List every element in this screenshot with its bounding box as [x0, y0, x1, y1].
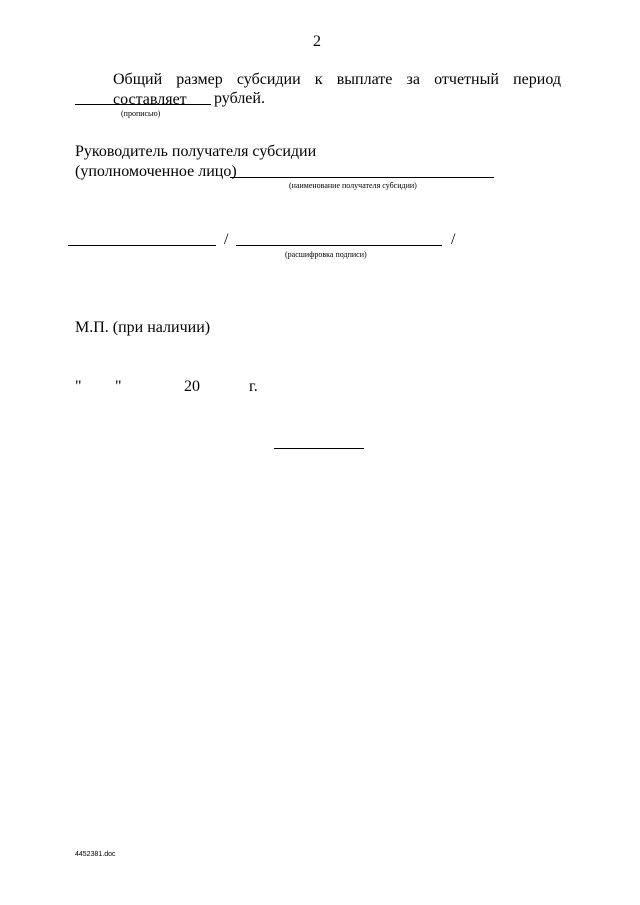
stamp-label: М.П. (при наличии): [75, 319, 211, 336]
head-title: Руководитель получателя субсидии: [75, 143, 317, 160]
signature-caption: (расшифровка подписи): [285, 250, 367, 259]
signature-decoding-line: [236, 245, 442, 246]
recipient-name-line: [230, 177, 494, 178]
subsidy-text: Общий размер субсидии к выплате за отчетный период составляет: [113, 71, 561, 108]
signature-slash-2: /: [451, 231, 456, 248]
date-quote-close: ": [115, 378, 122, 395]
signature-line: [68, 245, 216, 246]
date-year-suffix: г.: [249, 378, 258, 395]
footer-filename: 4452381.doc: [75, 851, 116, 858]
signature-slash-1: /: [224, 231, 229, 248]
recipient-name-caption: (наименование получателя субсидии): [289, 181, 417, 190]
end-separator-line: [274, 448, 364, 449]
amount-unit: рублей.: [214, 90, 265, 107]
amount-caption: (прописью): [121, 109, 161, 118]
amount-blank-line: [75, 104, 211, 105]
date-quote-open: ": [75, 378, 82, 395]
date-year-prefix: 20: [184, 378, 200, 395]
head-subtitle: (уполномоченное лицо): [75, 163, 237, 180]
page-number: 2: [313, 33, 321, 50]
